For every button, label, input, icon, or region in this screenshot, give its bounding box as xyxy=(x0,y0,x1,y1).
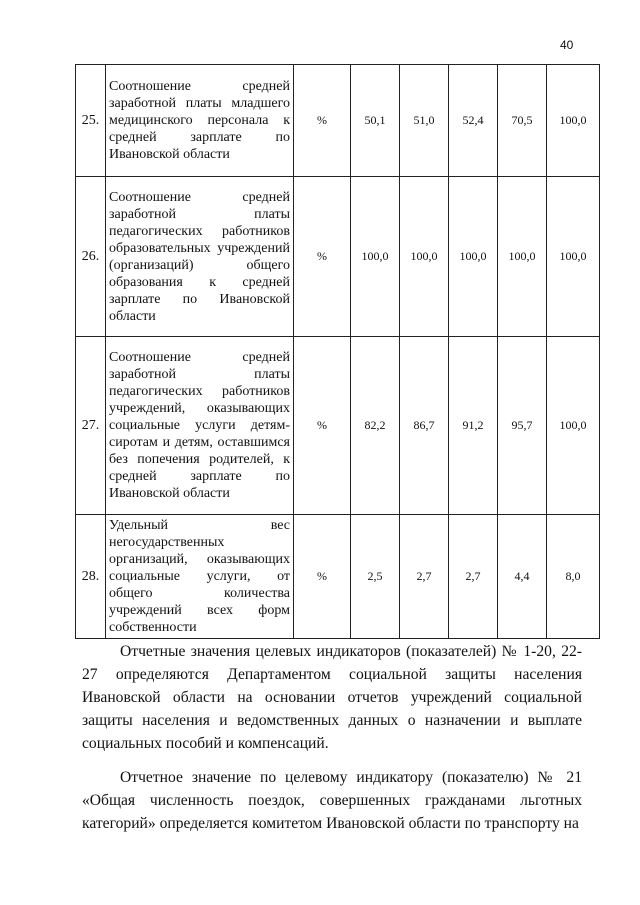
unit-cell: % xyxy=(294,177,351,337)
table-row xyxy=(76,337,600,515)
paragraph: Отчетные значения целевых индикаторов (показателей) № 1-20, 22-27 определяются Департаментом социальной защиты населения Ивановской области на основании отчетов учреждений социальной защиты населения и ведомственных данных о назначении и выплате социальных пособий и компенсаций. xyxy=(82,643,582,752)
value-cell: 51,0 xyxy=(400,65,449,177)
value-cell: 100,0 xyxy=(547,177,600,337)
value-cell: 86,7 xyxy=(400,337,449,515)
unit-cell: % xyxy=(294,515,351,639)
value-cell: 100,0 xyxy=(498,177,547,337)
value-cell: 100,0 xyxy=(547,65,600,177)
unit-cell: % xyxy=(294,337,351,515)
value-cell: 8,0 xyxy=(547,515,600,639)
indicator-name: Соотношение средней заработной платы педагогических работников учреждений, оказывающих социальные услуги детям-сиротам и детям, оставшимся без попечения родителей, к средней зарплате по Ивановской области xyxy=(106,337,294,515)
body-text xyxy=(82,640,582,835)
value-cell: 100,0 xyxy=(449,177,498,337)
value-cell: 91,2 xyxy=(449,337,498,515)
row-number: 27. xyxy=(76,337,106,515)
row-number: 25. xyxy=(76,65,106,177)
table-row xyxy=(76,177,600,337)
table-row xyxy=(76,65,600,177)
page-number: 40 xyxy=(560,38,574,52)
value-cell: 100,0 xyxy=(400,177,449,337)
indicators-table xyxy=(75,64,600,639)
value-cell: 2,7 xyxy=(449,515,498,639)
value-cell: 100,0 xyxy=(351,177,400,337)
unit-cell: % xyxy=(294,65,351,177)
value-cell: 95,7 xyxy=(498,337,547,515)
value-cell: 50,1 xyxy=(351,65,400,177)
indicator-name: Удельный вес негосударственных организаций, оказывающих социальные услуги, от общего количества учреждений всех форм собственности xyxy=(106,515,294,639)
value-cell: 82,2 xyxy=(351,337,400,515)
value-cell: 70,5 xyxy=(498,65,547,177)
row-number: 26. xyxy=(76,177,106,337)
row-number: 28. xyxy=(76,515,106,639)
value-cell: 2,5 xyxy=(351,515,400,639)
value-cell: 52,4 xyxy=(449,65,498,177)
indicator-name: Соотношение средней заработной платы педагогических работников образовательных учреждений (организаций) общего образования к средней зарплате по Ивановской области xyxy=(106,177,294,337)
table-row xyxy=(76,515,600,639)
paragraph: Отчетное значение по целевому индикатору (показателю) № 21 «Общая численность поездок, совершенных гражданами льготных категорий» определяется комитетом Ивановской области по транспорту на xyxy=(82,769,582,832)
value-cell: 100,0 xyxy=(547,337,600,515)
indicator-name: Соотношение средней заработной платы младшего медицинского персонала к средней зарплате по Ивановской области xyxy=(106,65,294,177)
value-cell: 4,4 xyxy=(498,515,547,639)
value-cell: 2,7 xyxy=(400,515,449,639)
